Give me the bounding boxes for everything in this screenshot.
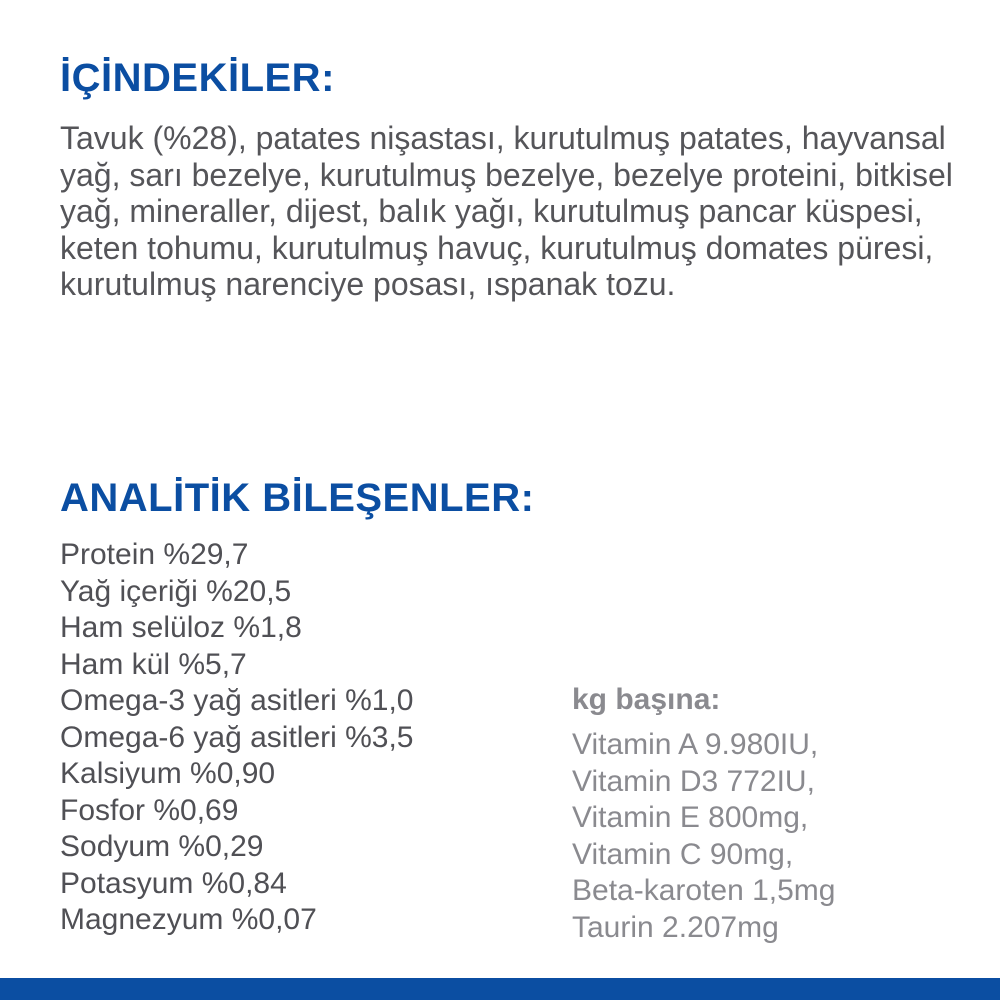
- analysis-item: Potasyum %0,84: [60, 866, 287, 900]
- per-kg-heading: kg başına:: [572, 683, 721, 716]
- ingredients-text: Tavuk (%28), patates nişastası, kurutulmuş patates, hayvansal yağ, sarı bezelye, kurutulmuş bezelye, bezelye proteini, bitkisel yağ, mineraller, dijest, balık yağı, kurutulmuş pancar küspesi, keten tohumu, kurutulmuş havuç, kurutulmuş domates püresi, kurutulmuş narenciye posası, ıspanak tozu.: [60, 120, 953, 302]
- ingredients-heading: İÇİNDEKİLER:: [60, 56, 335, 100]
- vitamin-item: Vitamin C 90mg,: [572, 837, 794, 871]
- vitamin-item: Beta-karoten 1,5mg: [572, 874, 836, 907]
- vitamins-list: [572, 727, 835, 946]
- analysis-item: Ham selüloz %1,8: [60, 611, 302, 644]
- vitamin-item: Vitamin A 9.980IU,: [572, 728, 819, 761]
- vitamin-item: Taurin 2.207mg: [572, 910, 779, 944]
- analysis-item: Protein %29,7: [60, 538, 249, 571]
- analysis-item: Fosfor %0,69: [60, 793, 239, 827]
- analysis-item: Omega-6 yağ asitleri %3,5: [60, 720, 414, 754]
- analysis-item: Ham kül %5,7: [60, 647, 247, 681]
- analytical-components-heading: ANALİTİK BİLEŞENLER:: [60, 476, 535, 520]
- vitamin-item: Vitamin D3 772IU,: [572, 764, 815, 798]
- vitamin-item: Vitamin E 800mg,: [572, 801, 809, 834]
- analysis-item: Yağ içeriği %20,5: [60, 574, 292, 608]
- analytical-components-list: [60, 537, 414, 939]
- analysis-item: Kalsiyum %0,90: [60, 757, 276, 790]
- analysis-item: Sodyum %0,29: [60, 830, 264, 863]
- footer-bar: [0, 978, 1000, 1000]
- analysis-item: Magnezyum %0,07: [60, 903, 317, 936]
- analysis-item: Omega-3 yağ asitleri %1,0: [60, 684, 414, 717]
